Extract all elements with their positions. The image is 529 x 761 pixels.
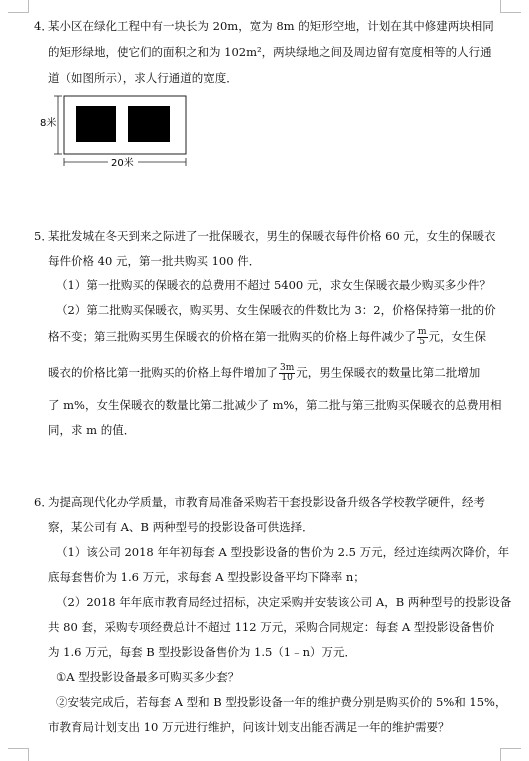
q6-line-10: 市教育局计划支出 10 万元进行维护，问该计划支出能否满足一年的维护需要？: [48, 720, 450, 734]
green-plot-right: [128, 106, 170, 142]
q5-line-7: 了 m%，女生保暖衣的数量比第二批减少了 m%，第二批与第三批购买保暖衣的总费用相: [48, 398, 502, 412]
q4-number: 4．: [34, 19, 53, 33]
width-label: 20米: [111, 158, 134, 169]
q4-line-3: 道（如图所示），求人行通道的宽度．: [48, 71, 238, 85]
fraction-3m-over-10: $\frac{3m}{10}$: [280, 363, 295, 383]
fraction-m-over-5: $\frac{m}{5}$: [418, 327, 427, 347]
q5-line-1: 某批发城在冬天到来之际进了一批保暖衣，男生的保暖衣每件价格 60 元，女生的保暖衣: [48, 229, 496, 243]
green-plot-left: [76, 106, 116, 142]
q5-line-8: 同，求 m 的值．: [48, 423, 136, 437]
q4-line-2: 的矩形绿地，使它们的面积之和为 102m²，两块绿地之间及周边留有宽度相等的人行通: [48, 45, 492, 59]
q5-number: 5．: [34, 229, 53, 243]
q6-line-4: 底每套售价为 1.6 万元，求每套 A 型投影设备平均下降率 n；: [48, 570, 365, 584]
crop-mark-bottom-left: [8, 748, 29, 761]
q4-diagram: [40, 94, 190, 174]
crop-mark-top-right: [500, 0, 521, 13]
q5-line-6: 暖衣的价格比第一批购买的价格上每件增加了 $\frac{3m}{10}$ 元，男生保暖衣的数量比第二批增加: [48, 363, 481, 383]
crop-mark-top-left: [8, 0, 29, 13]
q6-line-7: 为 1.6 万元，每套 B 型投影设备售价为 1.5（1﹣n）万元．: [48, 645, 357, 659]
q6-line-5: （2）2018 年年底市教育局经过招标，决定采购并安装该公司 A，B 两种型号的投影设备: [56, 595, 512, 609]
q5-line-5: 格不变；第三批购买男生保暖衣的价格在第一批购买的价格上每件减少了 $\frac{m}{5}$ 元，女生保: [48, 327, 487, 347]
q4-line-1: 某小区在绿化工程中有一块长为 20m，宽为 8m 的矩形空地，计划在其中修建两块相同: [48, 19, 494, 33]
crop-mark-bottom-right: [500, 748, 521, 761]
q6-line-8: ①A 型投影设备最多可购买多少套？: [56, 670, 240, 684]
q5-line-3: （1）第一批购买的保暖衣的总费用不超过 5400 元，求女生保暖衣最少购买多少件？: [56, 278, 491, 292]
q6-line-1: 为提高现代化办学质量，市教育局准备采购若干套投影设备升级各学校教学硬件，经考: [48, 495, 485, 509]
height-label: 8米: [40, 118, 57, 129]
q6-line-6: 共 80 套，采购专项经费总计不超过 112 万元，采购合同规定：每套 A 型投影设备售价: [48, 620, 495, 634]
q6-line-2: 察，某公司有 A、B 两种型号的投影设备可供选择．: [48, 520, 314, 534]
q5-line-2: 每件价格 40 元，第一批共购买 100 件．: [48, 254, 261, 268]
q6-line-3: （1）该公司 2018 年年初每套 A 型投影设备的售价为 2.5 万元，经过连续两次降价，年: [56, 545, 510, 559]
q5-line-4: （2）第二批购买保暖衣，购买男、女生保暖衣的件数比为 3：2，价格保持第一批的价: [56, 303, 496, 317]
q6-line-9: ②安装完成后，若每套 A 型和 B 型投影设备一年的维护费分别是购买价的 5%和 15%，: [56, 695, 507, 709]
q6-number: 6．: [34, 495, 53, 509]
